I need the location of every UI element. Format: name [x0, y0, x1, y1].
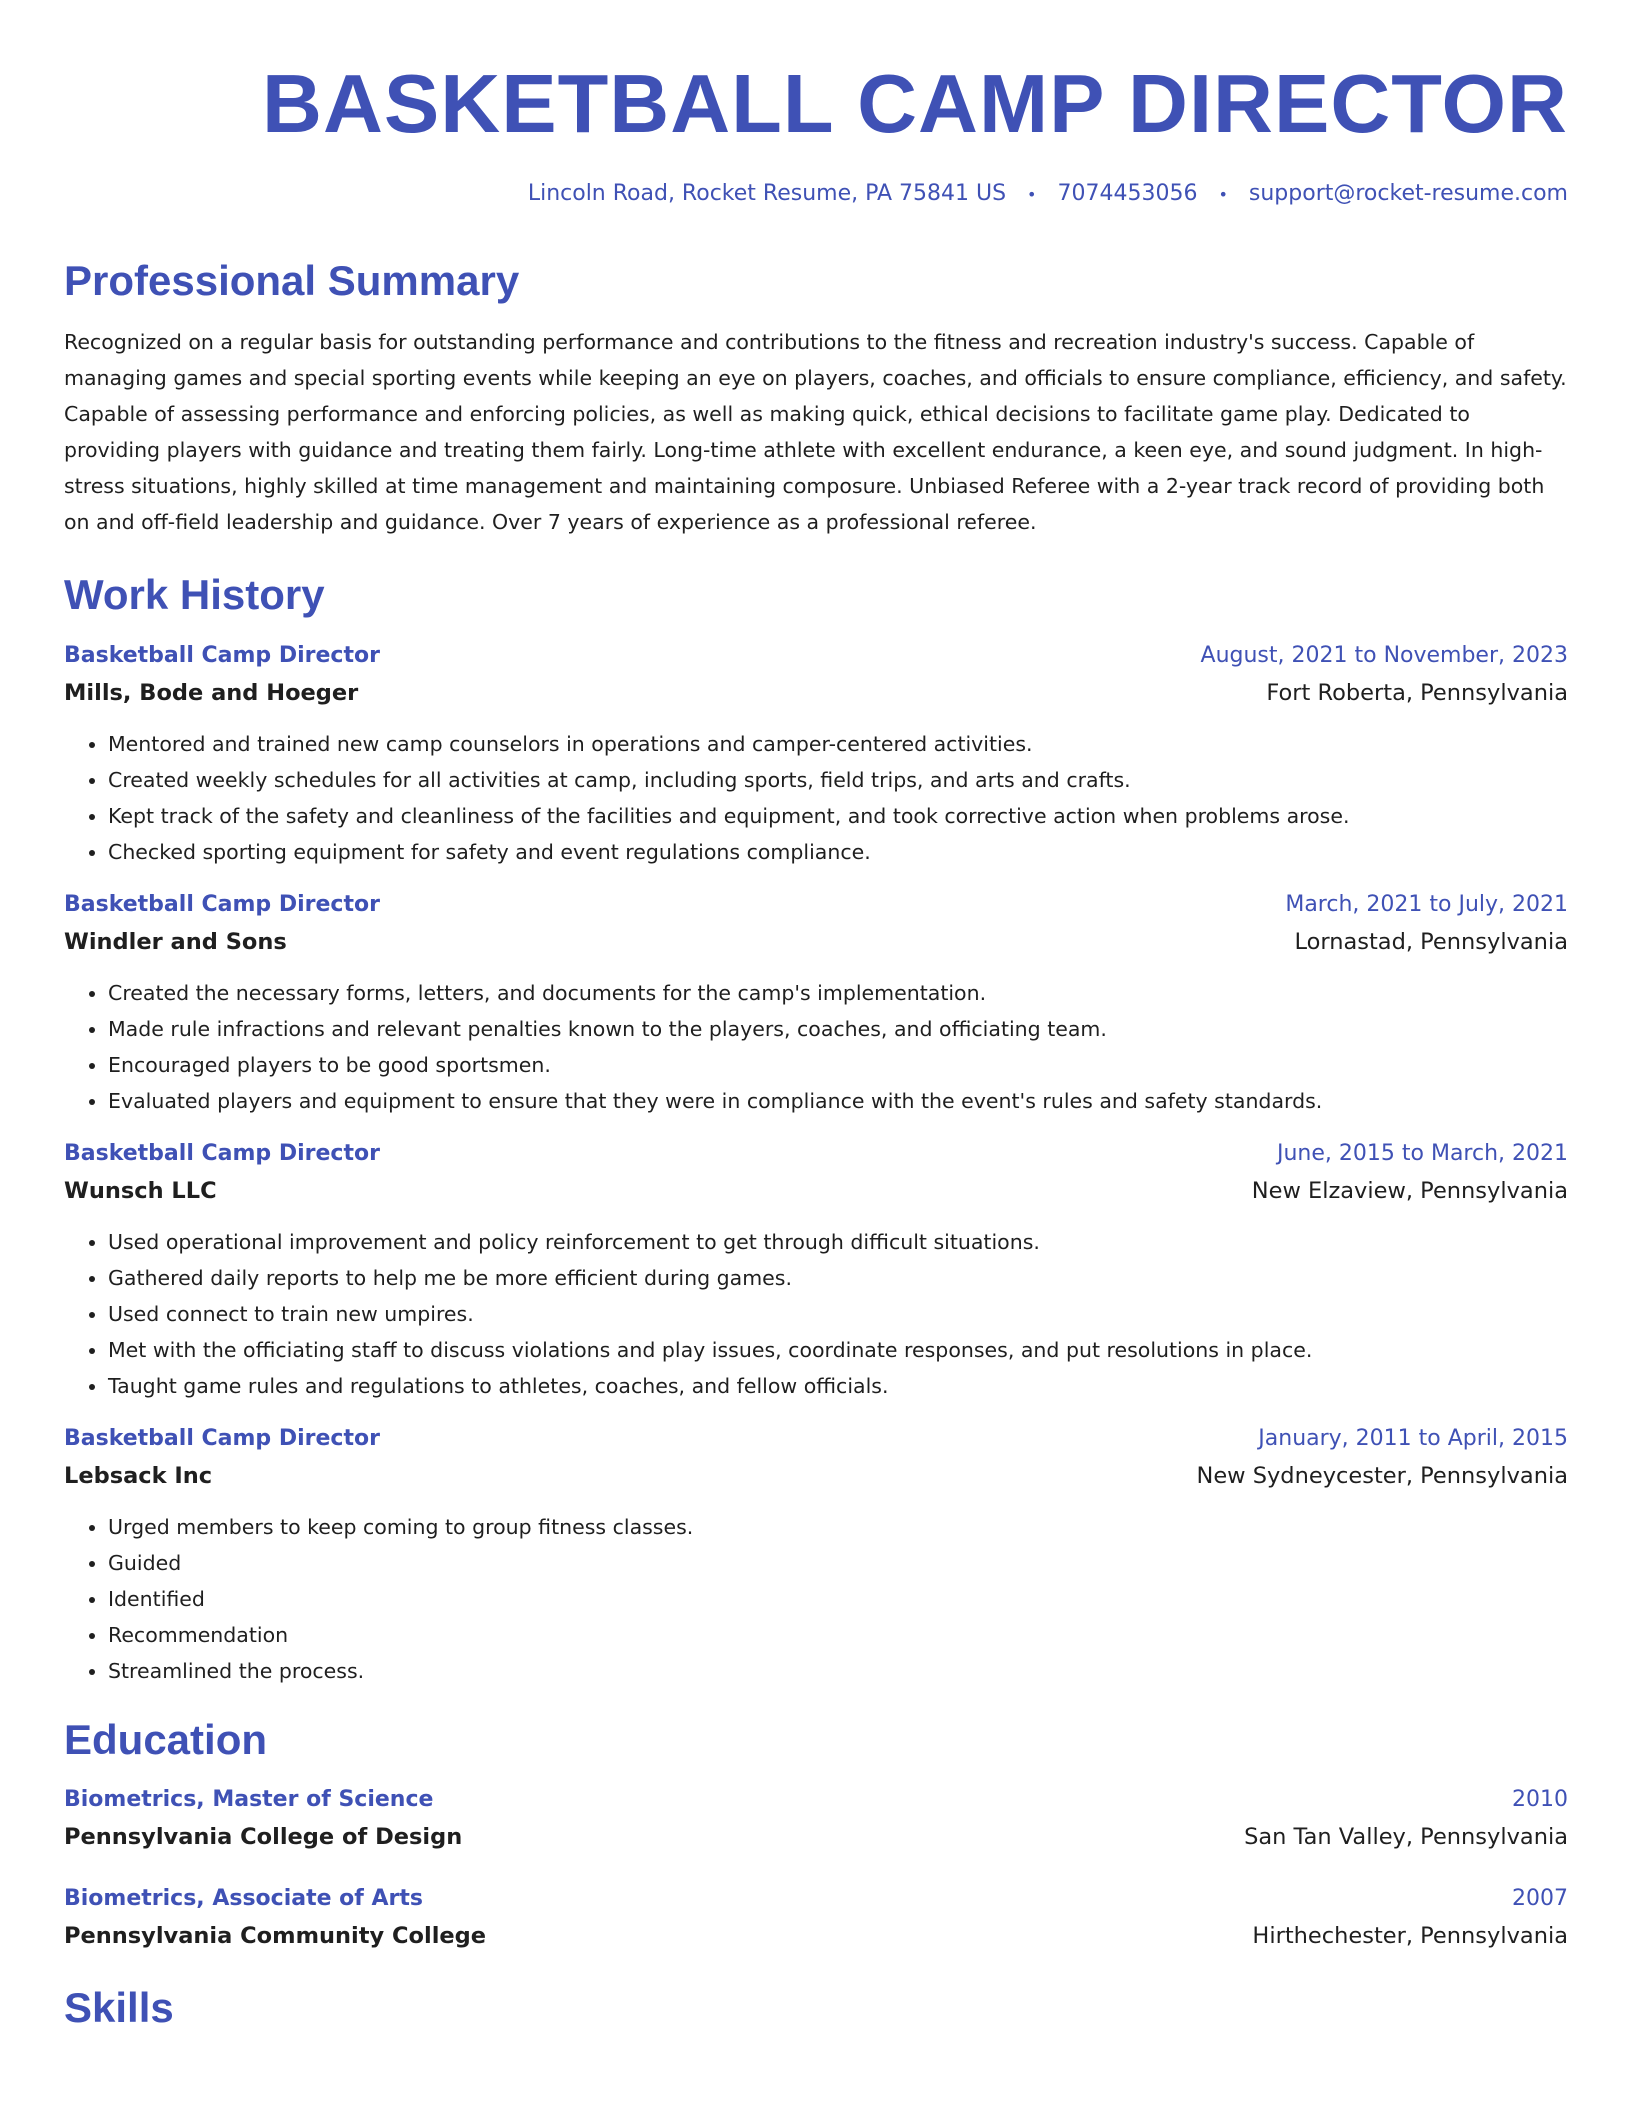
job-bullet: • Mentored and trained new camp counselors in operations and camper-centered activities.	[108, 726, 1568, 762]
job-role: Basketball Camp Director	[64, 891, 380, 917]
job-entry	[64, 1426, 1568, 1689]
job-bullet: • Urged members to keep coming to group fitness classes.	[108, 1509, 1568, 1545]
education-entry	[64, 1787, 1568, 1850]
job-bullet: • Recommendation	[108, 1617, 1568, 1653]
job-employer: Wunsch LLC	[64, 1177, 217, 1204]
contact-phone: 7074453056	[1057, 181, 1198, 206]
section-heading-summary: Professional Summary	[64, 257, 520, 304]
separator-dot: •	[1218, 184, 1228, 204]
job-bullet: • Kept track of the safety and cleanliness of the facilities and equipment, and took corrective action when problems arose.	[108, 798, 1568, 834]
separator-dot: •	[1027, 184, 1037, 204]
job-bullet: • Created the necessary forms, letters, and documents for the camp's implementation.	[108, 975, 1568, 1011]
contact-line	[64, 181, 1568, 206]
education-year: 2010	[1512, 1787, 1568, 1813]
education-degree: Biometrics, Associate of Arts	[64, 1886, 424, 1912]
job-bullet: • Checked sporting equipment for safety and event regulations compliance.	[108, 834, 1568, 870]
job-bullet: • Used connect to train new umpires.	[108, 1296, 1568, 1332]
education-location: San Tan Valley, Pennsylvania	[1244, 1824, 1568, 1851]
job-entry	[64, 643, 1568, 870]
job-bullet: • Guided	[108, 1545, 1568, 1581]
job-location: New Sydneycester, Pennsylvania	[1196, 1462, 1568, 1489]
summary-text: Recognized on a regular basis for outstanding performance and contributions to the fitness and recreation industry's success. Capable of managing games and special sporting events while keeping an eye on players, coaches, and officials to ensure compliance, efficiency, and safety. Capable of assessing performance and enforcing policies, as well as making quick, ethical decisions to facilitate game play. Dedicated to providing players with guidance and treating them fairly. Long-time athlete with excellent endurance, a keen eye, and sound judgment. In high-stress situations, highly skilled at time management and maintaining composure. Unbiased Referee with a 2-year track record of providing both on and off-field leadership and guidance. Over 7 years of experience as a professional referee.	[64, 330, 1567, 535]
job-dates: June, 2015 to March, 2021	[1277, 1140, 1568, 1166]
job-dates: August, 2021 to November, 2023	[1200, 642, 1568, 668]
job-bullet: • Encouraged players to be good sportsmen.	[108, 1047, 1568, 1083]
work-history-list	[64, 643, 1568, 1689]
resume-title: BASKETBALL CAMP DIRECTOR	[262, 57, 1568, 150]
job-location: Lornastad, Pennsylvania	[1294, 928, 1568, 955]
job-location: New Elzaview, Pennsylvania	[1251, 1177, 1568, 1204]
job-bullet: • Taught game rules and regulations to athletes, coaches, and fellow officials.	[108, 1368, 1568, 1404]
education-school: Pennsylvania Community College	[64, 1923, 487, 1950]
job-bullet: • Gathered daily reports to help me be more efficient during games.	[108, 1260, 1568, 1296]
job-bullets	[64, 1224, 1568, 1404]
job-dates: January, 2011 to April, 2015	[1258, 1425, 1568, 1451]
job-dates: March, 2021 to July, 2021	[1285, 891, 1568, 917]
job-bullet: • Used operational improvement and policy reinforcement to get through difficult situations.	[108, 1224, 1568, 1260]
job-bullet: • Created weekly schedules for all activities at camp, including sports, field trips, and arts and crafts.	[108, 762, 1568, 798]
contact-address: Lincoln Road, Rocket Resume, PA 75841 US	[527, 181, 1007, 206]
education-school: Pennsylvania College of Design	[64, 1824, 463, 1851]
section-heading-skills: Skills	[64, 1984, 174, 2032]
job-bullet: • Streamlined the process.	[108, 1653, 1568, 1689]
job-employer: Lebsack Inc	[64, 1462, 213, 1489]
job-bullets	[64, 975, 1568, 1119]
job-bullet: • Met with the officiating staff to discuss violations and play issues, coordinate responses, and put resolutions in place.	[108, 1332, 1568, 1368]
job-bullet: • Identified	[108, 1581, 1568, 1617]
job-entry	[64, 1141, 1568, 1404]
job-employer: Mills, Bode and Hoeger	[64, 679, 359, 706]
job-bullet: • Made rule infractions and relevant penalties known to the players, coaches, and officiating team.	[108, 1011, 1568, 1047]
job-location: Fort Roberta, Pennsylvania	[1266, 679, 1568, 706]
job-bullet: • Evaluated players and equipment to ensure that they were in compliance with the event's rules and safety standards.	[108, 1083, 1568, 1119]
job-role: Basketball Camp Director	[64, 1425, 380, 1451]
job-bullets	[64, 1509, 1568, 1689]
job-employer: Windler and Sons	[64, 928, 287, 955]
job-bullets	[64, 726, 1568, 870]
contact-email: support@rocket-resume.com	[1248, 181, 1568, 206]
job-entry	[64, 892, 1568, 1119]
education-year: 2007	[1512, 1886, 1568, 1912]
section-heading-work-history: Work History	[64, 571, 325, 619]
job-role: Basketball Camp Director	[64, 642, 380, 668]
education-entry	[64, 1886, 1568, 1949]
section-heading-education: Education	[64, 1715, 268, 1763]
education-degree: Biometrics, Master of Science	[64, 1787, 434, 1813]
job-role: Basketball Camp Director	[64, 1140, 380, 1166]
education-location: Hirthechester, Pennsylvania	[1252, 1923, 1568, 1950]
